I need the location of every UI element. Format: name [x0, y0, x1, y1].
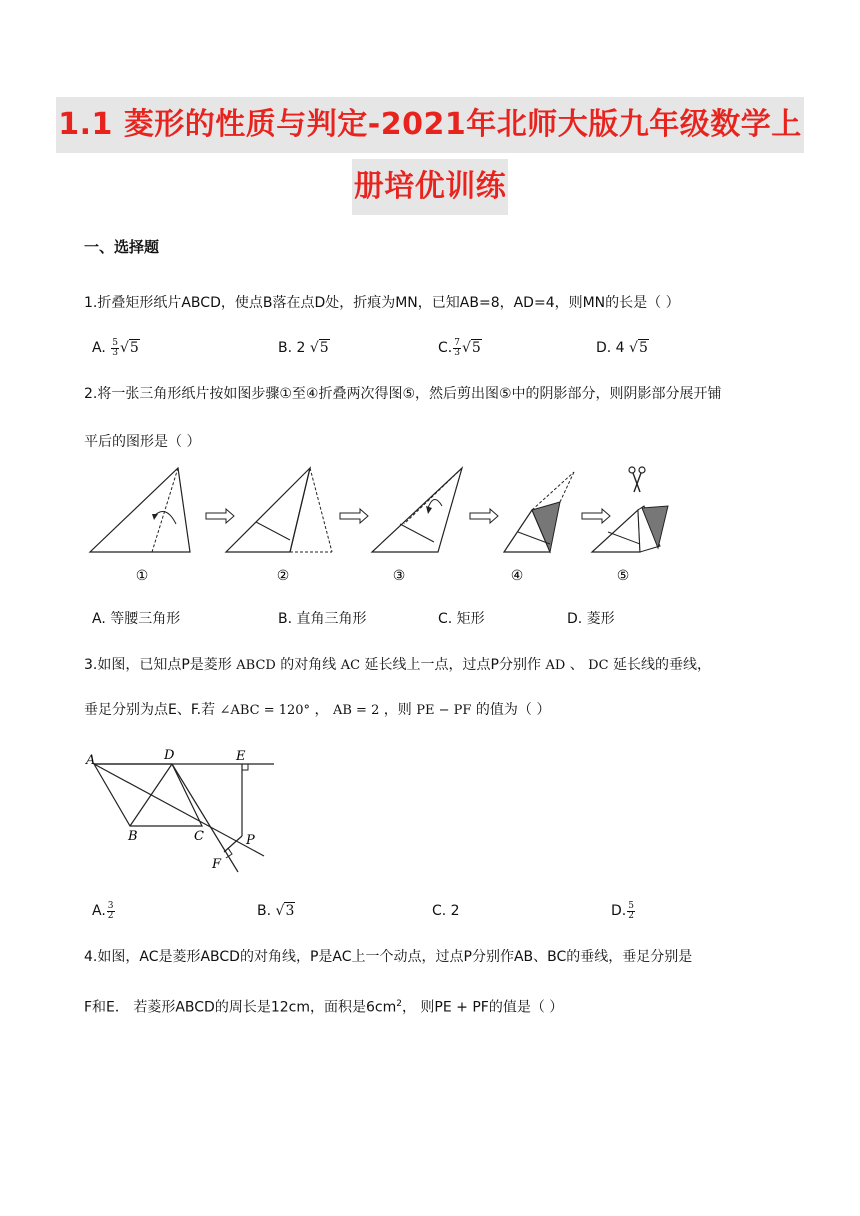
- fold-step-2: [226, 468, 332, 552]
- question-4-line-2: F和E． 若菱形ABCD的周长是12cm，面积是$6cm^2$， 则PE + PF的值是（ ）: [84, 999, 564, 1016]
- fold-step-3: [372, 468, 462, 552]
- scissors-icon: [629, 467, 645, 492]
- q3-option-a: A. $\frac{3}{2}$: [92, 900, 114, 921]
- q2-option-d: D. 菱形: [567, 611, 615, 627]
- q2-option-c: C. 矩形: [438, 611, 485, 627]
- q1-option-c: C. $\frac{7}{3}$ √5: [438, 337, 481, 358]
- page-title-continued: 册培优训练: [352, 159, 509, 215]
- fold-step-4: [504, 472, 574, 552]
- fold-step-1: [90, 468, 190, 552]
- arrow-icon: [340, 509, 368, 523]
- q1-option-b: B. 2 √5: [278, 340, 329, 356]
- arrow-icon: [582, 509, 610, 523]
- label-c: C: [194, 829, 204, 844]
- step-label-3: ③: [392, 568, 406, 584]
- arrow-icon: [206, 509, 234, 523]
- q1-option-a: A. $\frac{5}{3}$ √5: [92, 337, 139, 358]
- question-3-line-2: 垂足分别为点E、F.若 ∠ABC = 120° ， AB = 2 ，则 PE − PF 的值为（ ）: [84, 702, 551, 718]
- q3-option-c: C. 2: [432, 903, 460, 919]
- step-label-1: ①: [135, 568, 149, 584]
- q3-option-d: D. $\frac{5}{2}$: [611, 900, 634, 921]
- label-f: F: [212, 857, 222, 872]
- step-label-2: ②: [276, 568, 290, 584]
- step-label-4: ④: [510, 568, 524, 584]
- q2-option-a: A. 等腰三角形: [92, 611, 181, 627]
- question-1-text: 1.折叠矩形纸片ABCD，使点B落在点D处，折痕为MN，已知AB=8，AD=4，则MN的长是（ ）: [84, 295, 680, 311]
- label-d: D: [164, 748, 175, 763]
- page-title: 1.1 菱形的性质与判定-2021年北师大版九年级数学上: [56, 97, 804, 153]
- section-heading: 一、选择题: [84, 238, 160, 256]
- title-line-1: [0, 97, 860, 153]
- label-a: A: [86, 753, 96, 768]
- step-label-5: ⑤: [616, 568, 630, 584]
- fold-steps-figure: [84, 462, 704, 592]
- rhombus-figure: [84, 744, 284, 876]
- q2-option-b: B. 直角三角形: [278, 611, 367, 627]
- arrow-icon: [470, 509, 498, 523]
- q1-option-d: D. 4 √5: [596, 340, 648, 356]
- label-b: B: [128, 829, 138, 844]
- q3-option-b: B. √3: [257, 903, 295, 919]
- question-2-line-2: 平后的图形是（ ）: [84, 434, 201, 450]
- question-3-line-1: 3.如图，已知点P是菱形 ABCD 的对角线 AC 延长线上一点，过点P分别作 AD 、 DC 延长线的垂线，: [84, 657, 711, 673]
- fold-step-5: [592, 506, 668, 552]
- question-2-line-1: 2.将一张三角形纸片按如图步骤①至④折叠两次得图⑤，然后剪出图⑤中的阴影部分，则阴影部分展开铺: [84, 386, 722, 402]
- question-4-line-1: 4.如图，AC是菱形ABCD的对角线，P是AC上一个动点，过点P分别作AB、BC的垂线，垂足分别是: [84, 949, 693, 965]
- label-e: E: [236, 749, 246, 764]
- title-line-2: [0, 159, 860, 215]
- label-p: P: [246, 833, 255, 848]
